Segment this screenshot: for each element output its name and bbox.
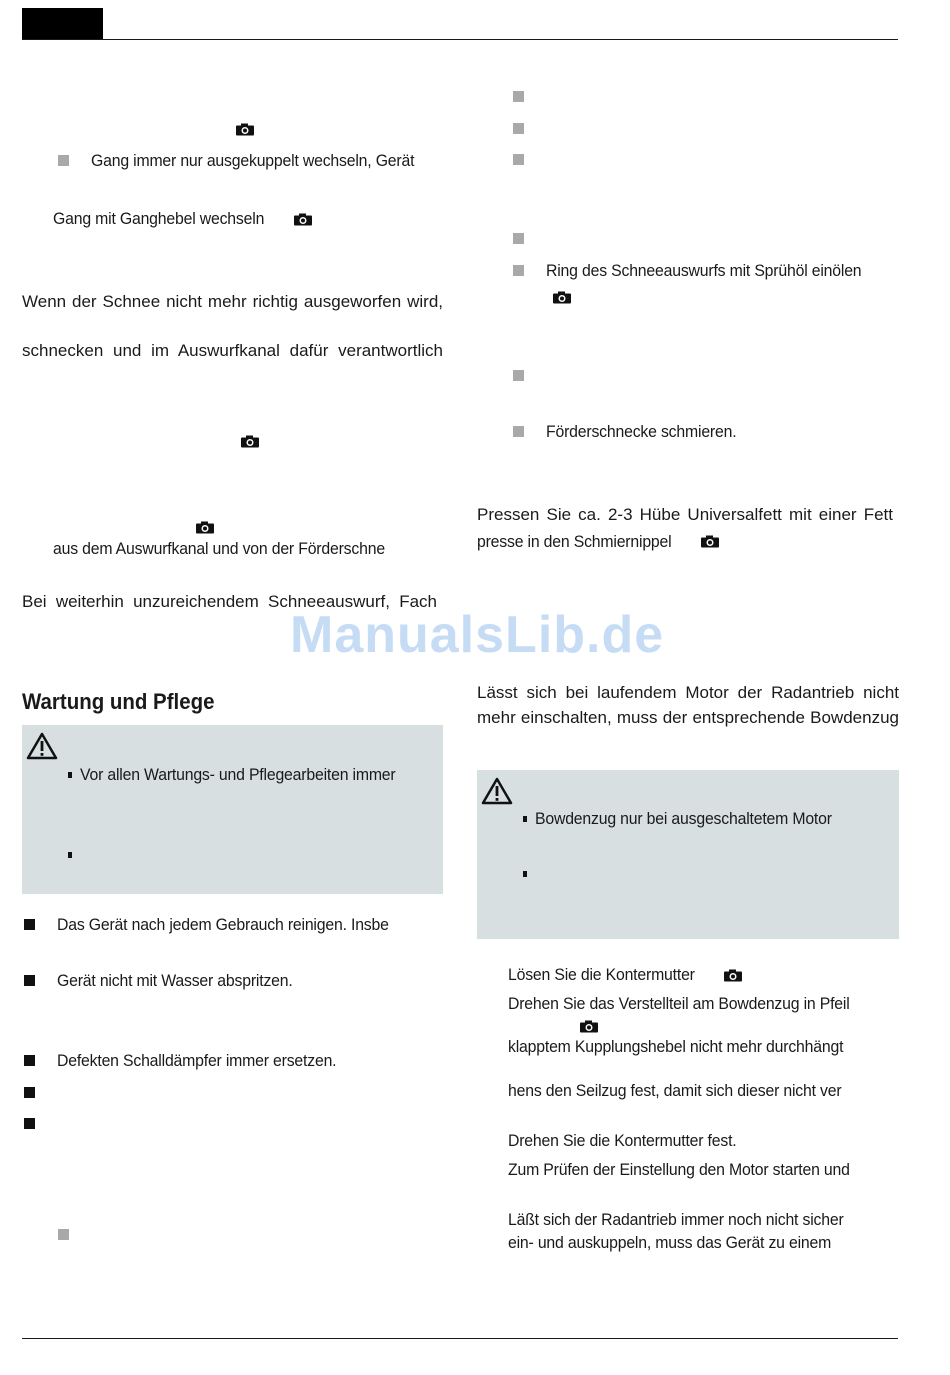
step-ein-aus: ein- und auskuppeln, muss das Gerät zu einem xyxy=(508,1233,832,1252)
black-square-bullet xyxy=(24,1055,35,1066)
list-item: Gerät nicht mit Wasser abspritzen. xyxy=(57,971,293,990)
camera-icon xyxy=(579,1020,599,1033)
section-heading: Wartung und Pflege xyxy=(22,689,215,714)
gang-wechseln-text: Gang immer nur ausgekuppelt wechseln, Gerät xyxy=(91,151,415,170)
weiterhin-text: Bei weiterhin unzureichendem Schneeauswurf, Fach xyxy=(22,592,437,611)
step-laesst-sicher: Läßt sich der Radantrieb immer noch nicht sicher xyxy=(508,1210,844,1229)
warning-triangle-icon xyxy=(26,732,58,760)
black-square-bullet xyxy=(24,1118,35,1129)
laesst-line-2: mehr einschalten, muss der entsprechende Bowdenzug xyxy=(477,708,899,727)
schnee-line-2: schnecken und im Auswurfkanal dafür verantwortlich xyxy=(22,341,443,360)
step-drehen-konter: Drehen Sie die Kontermutter fest. xyxy=(508,1131,737,1150)
grey-square-bullet xyxy=(513,154,524,165)
grey-square-bullet xyxy=(513,91,524,102)
camera-icon xyxy=(235,123,255,136)
warning-left-item-1: Vor allen Wartungs- und Pflegearbeiten immer xyxy=(80,765,396,784)
small-bullet xyxy=(523,816,527,822)
pressen-line-2: presse in den Schmiernippel xyxy=(477,532,672,551)
black-square-bullet xyxy=(24,975,35,986)
step-pruefen: Zum Prüfen der Einstellung den Motor starten und xyxy=(508,1160,850,1179)
grey-square-bullet xyxy=(58,155,69,166)
step-drehen-verstell: Drehen Sie das Verstellteil am Bowdenzug in Pfeil xyxy=(508,994,850,1013)
camera-icon xyxy=(700,535,720,548)
ring-text: Ring des Schneeauswurfs mit Sprühöl einölen xyxy=(546,261,862,280)
step-hens: hens den Seilzug fest, damit sich dieser nicht ver xyxy=(508,1081,842,1100)
list-item: Defekten Schalldämpfer immer ersetzen. xyxy=(57,1051,337,1070)
grey-square-bullet xyxy=(513,265,524,276)
laesst-line-1: Lässt sich bei laufendem Motor der Radantrieb nicht xyxy=(477,683,899,702)
foerderschnecke-text: Förderschnecke schmieren. xyxy=(546,422,737,441)
small-bullet xyxy=(68,772,72,778)
header-tab xyxy=(22,8,103,40)
camera-icon xyxy=(240,435,260,448)
header-rule xyxy=(22,39,898,40)
camera-icon xyxy=(552,291,572,304)
warning-right-item-1: Bowdenzug nur bei ausgeschaltetem Motor xyxy=(535,809,832,828)
auswurfkanal-text: aus dem Auswurfkanal und von der Förderschne xyxy=(53,539,385,558)
step-loesen: Lösen Sie die Kontermutter xyxy=(508,965,695,984)
grey-square-bullet xyxy=(513,123,524,134)
grey-square-bullet xyxy=(58,1229,69,1240)
grey-square-bullet xyxy=(513,426,524,437)
schnee-line-1: Wenn der Schnee nicht mehr richtig ausgeworfen wird, xyxy=(22,292,443,311)
step-klapptem: klapptem Kupplungshebel nicht mehr durchhängt xyxy=(508,1037,844,1056)
grey-square-bullet xyxy=(513,370,524,381)
camera-icon xyxy=(293,213,313,226)
grey-square-bullet xyxy=(513,233,524,244)
pressen-line-1: Pressen Sie ca. 2-3 Hübe Universalfett mit einer Fett xyxy=(477,505,893,524)
small-bullet xyxy=(523,871,527,877)
warning-triangle-icon xyxy=(481,777,513,805)
warning-panel-right xyxy=(477,770,899,939)
black-square-bullet xyxy=(24,919,35,930)
camera-icon xyxy=(723,969,743,982)
gang-ganghebel-text: Gang mit Ganghebel wechseln xyxy=(53,209,265,228)
watermark: ManualsLib.de xyxy=(290,606,665,664)
footer-rule xyxy=(22,1338,898,1339)
small-bullet xyxy=(68,852,72,858)
black-square-bullet xyxy=(24,1087,35,1098)
camera-icon xyxy=(195,521,215,534)
list-item: Das Gerät nach jedem Gebrauch reinigen. Insbe xyxy=(57,915,389,934)
warning-panel-left xyxy=(22,725,443,894)
